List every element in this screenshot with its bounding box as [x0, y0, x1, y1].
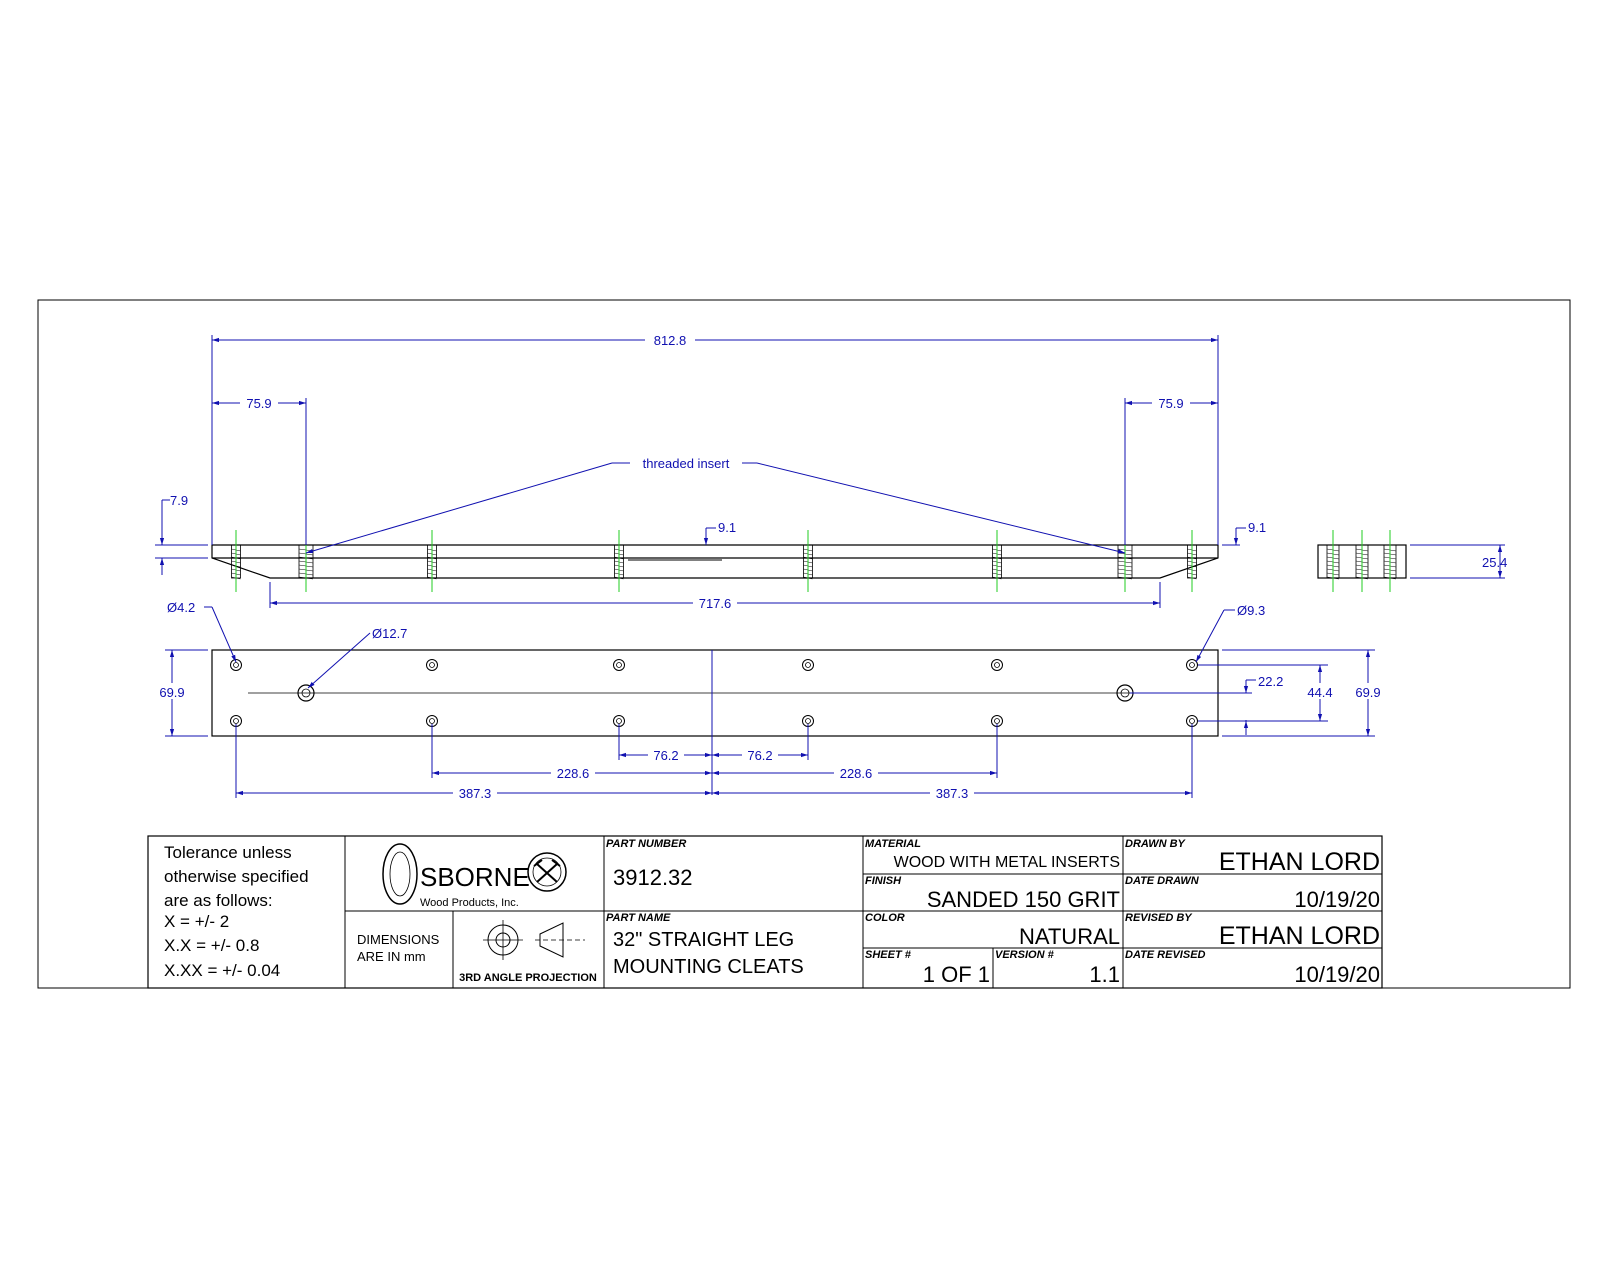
dim-spacing-228-left: 228.6 [556, 766, 590, 781]
part-name-line-2: MOUNTING CLEATS [613, 956, 804, 978]
dim-hole-right: Ø9.3 [1237, 603, 1266, 618]
logo-subtitle: Wood Products, Inc. [420, 897, 519, 909]
tolerance-line-4: X = +/- 2 [164, 912, 230, 931]
finish-label: FINISH [865, 875, 902, 887]
dimensions [154, 332, 1507, 801]
part-number: 3912.32 [613, 865, 693, 890]
dim-spacing-387-right: 387.3 [935, 786, 969, 801]
dim-hole-small: Ø4.2 [167, 600, 196, 615]
dim-width-left: 69.9 [159, 685, 185, 700]
projection-label: 3RD ANGLE PROJECTION [459, 972, 597, 984]
date-drawn-label: DATE DRAWN [1125, 875, 1199, 887]
dim-bevel-left: 7.9 [170, 493, 189, 508]
hole-inner [806, 663, 811, 668]
color: NATURAL [1018, 924, 1120, 949]
company-logo [383, 844, 566, 909]
hole-inner [995, 663, 1000, 668]
tolerance-line-3: are as follows: [164, 891, 273, 910]
hole-inner [234, 663, 239, 668]
part-name-line-1: 32" STRAIGHT LEG [613, 929, 795, 951]
date-drawn: 10/19/20 [1294, 887, 1380, 912]
third-angle-projection-icon [483, 920, 585, 960]
dim-thickness: 25.4 [1482, 555, 1508, 570]
threaded-inserts-end [1327, 530, 1396, 592]
sheet: 1 OF 1 [922, 962, 990, 987]
threaded-inserts-side [232, 530, 1197, 592]
drawn-by: ETHAN LORD [1218, 848, 1380, 876]
dim-spacing-228-right: 228.6 [839, 766, 873, 781]
title-block [148, 836, 1382, 988]
part-name-label: PART NAME [606, 912, 671, 924]
tolerance-line-2: otherwise specified [164, 867, 309, 886]
dim-width-right: 69.9 [1355, 685, 1381, 700]
dim-depth-right: 9.1 [1248, 520, 1267, 535]
hole-inner [617, 719, 622, 724]
drawn-by-label: DRAWN BY [1125, 838, 1185, 850]
version: 1.1 [1089, 962, 1120, 987]
units-line-1: DIMENSIONS [357, 932, 440, 947]
units-line-2: ARE IN mm [357, 949, 426, 964]
hole [427, 660, 438, 671]
cleat-side-profile [212, 545, 1218, 578]
dim-left-inset: 75.9 [246, 396, 272, 411]
hole-inner [430, 719, 435, 724]
hole [614, 660, 625, 671]
finish: SANDED 150 GRIT [926, 887, 1120, 912]
material-label: MATERIAL [865, 838, 922, 850]
hole-inner [617, 663, 622, 668]
hole-inner [1190, 663, 1195, 668]
dim-overall-length: 812.8 [653, 333, 687, 348]
dim-depth-center: 9.1 [718, 520, 737, 535]
tolerance-line-5: X.X = +/- 0.8 [164, 936, 260, 955]
insert-callout: threaded insert [642, 456, 730, 471]
dim-bottom-length: 717.6 [698, 596, 732, 611]
material: WOOD WITH METAL INSERTS [893, 854, 1120, 871]
dim-hole-large: Ø12.7 [372, 626, 408, 641]
color-label: COLOR [865, 912, 905, 924]
hole-inner [806, 719, 811, 724]
revised-by-label: REVISED BY [1125, 912, 1192, 924]
dim-center-offset: 22.2 [1258, 674, 1284, 689]
hole-inner [234, 719, 239, 724]
hole [1187, 660, 1198, 671]
revised-by: ETHAN LORD [1218, 922, 1380, 950]
version-label: VERSION # [995, 949, 1054, 961]
dim-spacing-76-left: 76.2 [653, 748, 679, 763]
hole-inner [1190, 719, 1195, 724]
part-number-label: PART NUMBER [606, 838, 687, 850]
tolerance-line-1: Tolerance unless [164, 843, 292, 862]
hole-inner [995, 719, 1000, 724]
end-view [1318, 530, 1406, 592]
hole [803, 660, 814, 671]
date-revised-label: DATE REVISED [1125, 949, 1206, 961]
dim-spacing-76-right: 76.2 [747, 748, 773, 763]
sheet-label: SHEET # [865, 949, 911, 961]
hole [992, 660, 1003, 671]
tolerance-line-6: X.XX = +/- 0.04 [164, 961, 281, 980]
logo-name: SBORNE [420, 862, 530, 892]
date-revised: 10/19/20 [1294, 962, 1380, 987]
hole-inner [430, 663, 435, 668]
dim-spacing-387-left: 387.3 [458, 786, 492, 801]
dim-row-spacing: 44.4 [1307, 685, 1333, 700]
dim-right-inset: 75.9 [1158, 396, 1184, 411]
